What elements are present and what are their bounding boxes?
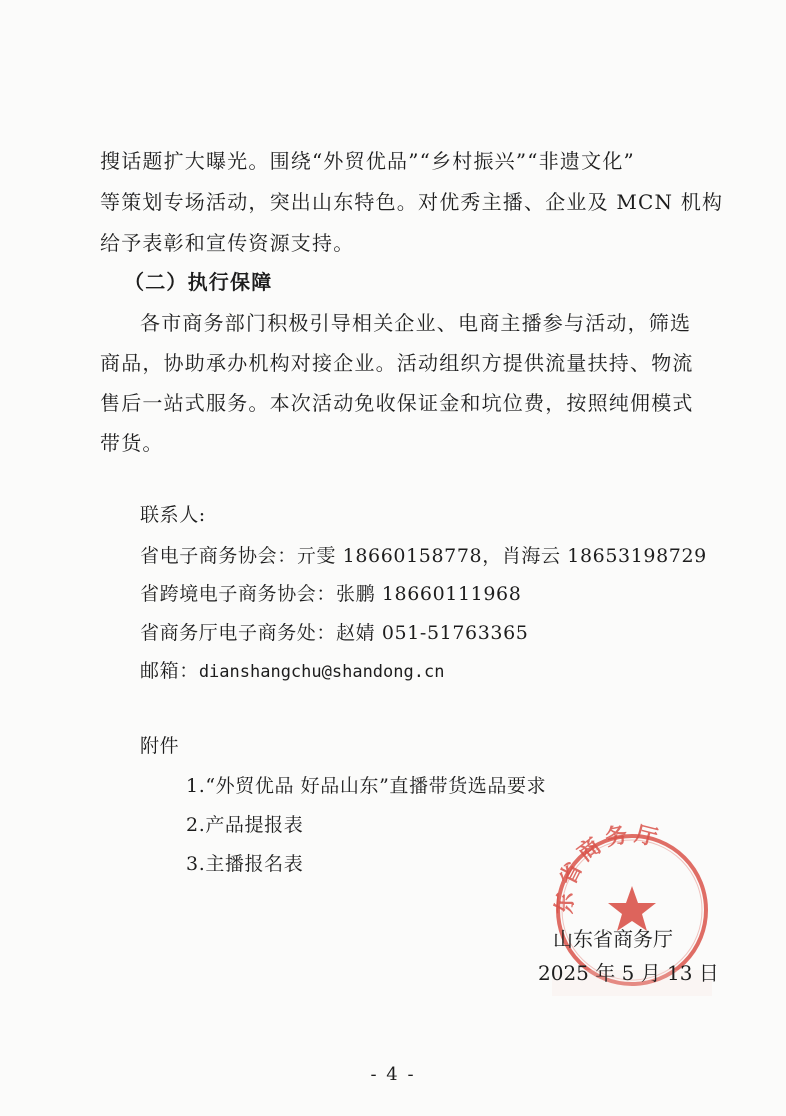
body-line: 给予表彰和宣传资源支持。 <box>100 231 355 255</box>
attachment-item: 1.“外贸优品 好品山东”直播带货选品要求 <box>186 775 547 797</box>
contact-value: 赵婧 051-51763365 <box>336 622 529 644</box>
body-line: 等策划专场活动，突出山东特色。对优秀主播、企业及 MCN 机构 <box>100 190 724 214</box>
star-icon <box>608 886 656 931</box>
body-line: 各市商务部门积极引导相关企业、电商主播参与活动，筛选 <box>140 311 692 335</box>
page-number: - 4 - <box>370 1064 416 1085</box>
signature-org: 山东省商务厅 <box>553 927 673 951</box>
contact-line <box>140 620 528 646</box>
signature-date: 2025 年 5 月 13 日 <box>538 961 719 985</box>
contact-line <box>140 543 707 569</box>
contact-label: 省商务厅电子商务处： <box>140 622 337 644</box>
contact-line <box>140 581 521 607</box>
body-line: 搜话题扩大曝光。围绕“外贸优品”“乡村振兴”“非遗文化” <box>100 149 635 173</box>
contact-label: 省跨境电子商务协会： <box>140 583 337 605</box>
svg-text:东省商务厅: 东省商务厅 <box>552 820 665 915</box>
contact-value: 亓雯 18660158778，肖海云 18653198729 <box>296 545 707 567</box>
body-line: 售后一站式服务。本次活动免收保证金和坑位费，按照纯佣模式 <box>100 391 694 415</box>
email-address: dianshangchu@shandong.cn <box>198 662 445 682</box>
attachment-item: 3.主播报名表 <box>186 853 304 875</box>
body-line: 商品，协助承办机构对接企业。活动组织方提供流量扶持、物流 <box>100 351 694 375</box>
contacts-title: 联系人: <box>140 504 206 526</box>
section-heading: （二）执行保障 <box>124 270 273 294</box>
contact-value: 张鹏 18660111968 <box>336 583 522 605</box>
contact-label: 省电子商务协会： <box>140 545 297 567</box>
attachments-title: 附件 <box>140 735 180 757</box>
email-label: 邮箱： <box>140 660 199 682</box>
attachment-item: 2.产品提报表 <box>186 814 304 836</box>
body-line: 带货。 <box>100 431 164 455</box>
email-line <box>140 658 444 685</box>
